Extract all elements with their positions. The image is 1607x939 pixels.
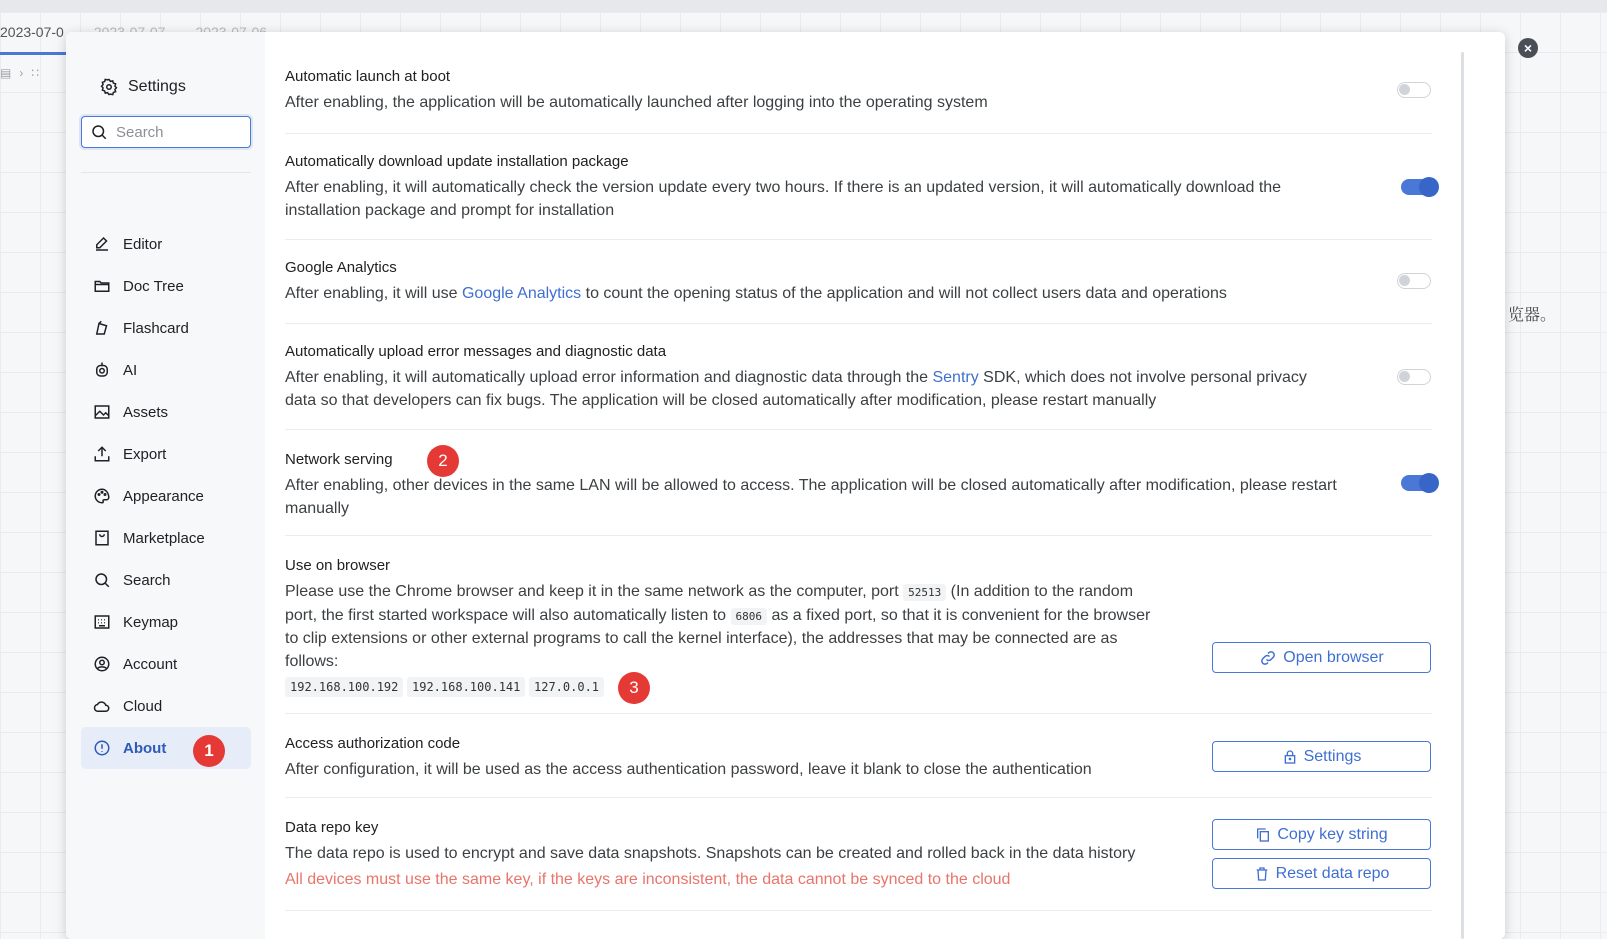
search-icon	[93, 571, 111, 589]
close-icon[interactable]: ×	[1518, 38, 1538, 58]
settings-header	[100, 78, 186, 96]
doc-icon: ▤	[0, 66, 12, 80]
sidebar-item-label: Keymap	[123, 613, 179, 631]
setting-warning: All devices must use the same key, if the keys are inconsistent, the data cannot be synced to the cloud	[285, 871, 1011, 888]
background-top-bar	[0, 0, 1607, 12]
address-code: 192.168.100.141	[407, 677, 525, 697]
sidebar-item-marketplace[interactable]	[81, 517, 251, 559]
sidebar-divider	[81, 172, 251, 173]
launch-toggle[interactable]	[1397, 82, 1431, 98]
sidebar-item-assets[interactable]	[81, 391, 251, 433]
sidebar-item-account[interactable]	[81, 643, 251, 685]
folder-icon	[93, 277, 111, 295]
ai-icon	[93, 361, 111, 379]
setting-row-launch	[285, 32, 1432, 134]
palette-icon	[93, 487, 111, 505]
sidebar-item-ai[interactable]	[81, 349, 251, 391]
description-text: port, the first started workspace will also automatically listen to	[285, 606, 731, 624]
setting-description: After enabling, the application will be automatically launched after logging into the operating system	[285, 94, 988, 111]
chevron-right-icon: ›	[19, 66, 24, 80]
description-text: (In addition to the random	[946, 583, 1134, 600]
description-text: After enabling, it will use	[285, 285, 462, 302]
sidebar-item-label: AI	[123, 361, 138, 379]
setting-row-errors	[285, 324, 1432, 430]
flashcard-icon	[93, 319, 111, 337]
sidebar-item-cloud[interactable]	[81, 685, 251, 727]
description-text: follows:	[285, 652, 339, 670]
setting-title: Access authorization code	[285, 735, 461, 752]
sidebar-item-label: About	[123, 739, 167, 757]
description-text: to clip extensions or other external programs to call the kernel interface), the addresses that may be connected are as	[285, 630, 1118, 647]
user-icon	[93, 655, 111, 673]
sidebar-item-label: Appearance	[123, 487, 204, 505]
setting-description	[285, 283, 1227, 306]
keyboard-icon	[93, 613, 111, 631]
cloud-icon	[93, 697, 111, 715]
setting-title: Automatically upload error messages and diagnostic data	[285, 343, 667, 360]
google-analytics-link[interactable]: Google Analytics	[461, 285, 582, 302]
trash-icon	[1254, 865, 1270, 883]
analytics-toggle[interactable]	[1397, 273, 1431, 289]
address-code: 192.168.100.192	[285, 677, 403, 697]
sidebar-item-label: Assets	[123, 403, 169, 421]
sidebar-item-label: Editor	[123, 235, 163, 253]
settings-title: Settings	[128, 78, 186, 95]
background-breadcrumb	[0, 66, 47, 80]
search-input[interactable]	[116, 124, 236, 141]
copy-icon	[1255, 826, 1271, 844]
network-serving-toggle[interactable]	[1401, 475, 1435, 491]
setting-title: Network serving	[285, 451, 393, 468]
toggle-knob	[1419, 177, 1439, 197]
background-tab-indicator	[0, 52, 66, 55]
annotation-badge-2: 2	[427, 445, 459, 477]
sidebar-item-flashcard[interactable]	[81, 307, 251, 349]
setting-row-auth	[285, 714, 1432, 798]
pencil-icon	[93, 235, 111, 253]
description-text: as a fixed port, so that it is convenient for the browser	[767, 606, 1151, 624]
sidebar-item-label: Search	[123, 571, 171, 589]
reset-repo-button[interactable]	[1212, 858, 1431, 889]
link-icon	[1259, 649, 1277, 667]
copy-key-button[interactable]	[1212, 819, 1431, 850]
sidebar-item-search[interactable]	[81, 559, 251, 601]
setting-title: Data repo key	[285, 819, 379, 836]
setting-description-line: manually	[285, 499, 350, 517]
sidebar-item-about[interactable]	[81, 727, 251, 769]
button-label: Reset data repo	[1275, 864, 1390, 882]
bag-icon	[93, 529, 111, 547]
image-icon	[93, 403, 111, 421]
sidebar-item-label: Account	[123, 655, 178, 673]
background-date-tab[interactable]: 2023-07-0	[0, 24, 64, 40]
setting-description	[285, 177, 1365, 222]
setting-description	[285, 367, 1375, 412]
setting-description: The data repo is used to encrypt and save data snapshots. Snapshots can be created and rolled back in the data history	[285, 845, 1136, 862]
description-text: data so that developers can fix bugs. The application will be closed automatically after modification, please restart manually	[285, 391, 1157, 409]
sidebar-item-label: Marketplace	[123, 529, 205, 547]
lock-icon	[1282, 748, 1298, 766]
annotation-badge-3: 3	[618, 672, 650, 704]
toggle-knob	[1399, 84, 1410, 95]
grid-icon: ∷	[31, 66, 39, 80]
sidebar-item-keymap[interactable]	[81, 601, 251, 643]
settings-nav	[81, 223, 251, 769]
port-code: 52513	[903, 584, 946, 601]
sidebar-item-label: Flashcard	[123, 319, 189, 337]
update-toggle[interactable]	[1401, 179, 1435, 195]
description-text: SDK, which does not involve personal privacy	[978, 369, 1307, 386]
sidebar-item-export[interactable]	[81, 433, 251, 475]
settings-sidebar	[66, 32, 265, 939]
setting-description-line: installation package and prompt for installation	[285, 201, 615, 219]
settings-content	[285, 32, 1500, 939]
search-icon	[90, 123, 108, 141]
description-text: to count the opening status of the application and will not collect users data and operations	[581, 285, 1227, 302]
button-label: Settings	[1303, 747, 1362, 765]
description-text: After enabling, it will automatically upload error information and diagnostic data through the	[285, 369, 933, 386]
description-text: Please use the Chrome browser and keep it in the same network as the computer, port	[285, 583, 904, 600]
auth-settings-button[interactable]	[1212, 741, 1431, 772]
settings-dialog	[66, 32, 1505, 939]
setting-row-repo	[285, 798, 1432, 911]
open-browser-button[interactable]	[1212, 642, 1431, 673]
sentry-link[interactable]: Sentry	[932, 369, 979, 386]
button-label: Open browser	[1283, 648, 1384, 666]
setting-row-browser	[285, 536, 1432, 714]
setting-title: Automatically download update installation package	[285, 153, 629, 170]
setting-description	[285, 475, 1385, 520]
setting-row-update	[285, 134, 1432, 240]
fixed-port-code: 6806	[731, 608, 768, 625]
toggle-knob	[1419, 473, 1439, 493]
setting-row-network	[285, 430, 1432, 536]
address-list	[285, 677, 615, 699]
setting-title: Google Analytics	[285, 259, 397, 276]
setting-row-analytics	[285, 240, 1432, 324]
setting-title: Use on browser	[285, 557, 391, 574]
sidebar-item-label: Doc Tree	[123, 277, 184, 295]
background-side-text: 览器。	[1508, 307, 1557, 324]
setting-description-line: After enabling, it will automatically check the version update every two hours. If there is an updated version, it will automatically download the	[285, 179, 1282, 196]
sidebar-item-doc-tree[interactable]	[81, 265, 251, 307]
setting-title: Automatic launch at boot	[285, 68, 451, 85]
button-label: Copy key string	[1277, 825, 1388, 843]
gear-icon	[100, 78, 118, 96]
info-icon	[93, 739, 111, 757]
upload-icon	[93, 445, 111, 463]
address-code: 127.0.0.1	[529, 677, 604, 697]
toggle-knob	[1399, 371, 1410, 382]
annotation-badge-1: 1	[193, 735, 225, 767]
sidebar-item-editor[interactable]	[81, 223, 251, 265]
error-upload-toggle[interactable]	[1397, 369, 1431, 385]
setting-description	[285, 581, 1205, 673]
search-box[interactable]	[81, 116, 251, 148]
sidebar-item-label: Export	[123, 445, 167, 463]
sidebar-item-label: Cloud	[123, 697, 163, 715]
content-scrollbar[interactable]	[1461, 52, 1464, 939]
sidebar-item-appearance[interactable]	[81, 475, 251, 517]
toggle-knob	[1399, 275, 1410, 286]
setting-description-line: After enabling, other devices in the same LAN will be allowed to access. The application will be closed automatically after modification, please restart	[285, 477, 1337, 494]
setting-description: After configuration, it will be used as the access authentication password, leave it blank to close the authentication	[285, 761, 1092, 778]
